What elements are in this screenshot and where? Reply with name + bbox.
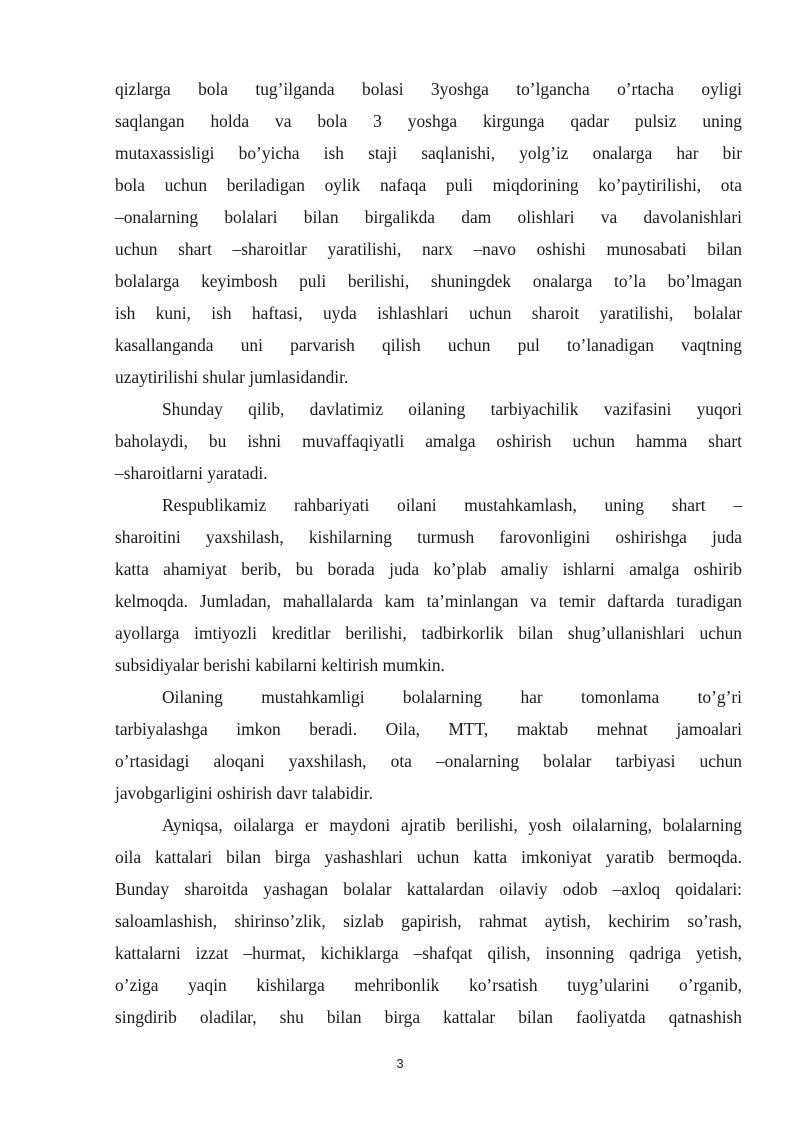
text-line: bolalarga keyimbosh puli berilishi, shuningdek onalarga to’la bo’lmagan [115, 271, 742, 291]
text-line: uzaytirilishi shular jumlasidandir. [115, 367, 349, 387]
text-line: –sharoitlarni yaratadi. [115, 463, 268, 483]
text-line: baholaydi, bu ishni muvaffaqiyatli amalga oshirish uchun hamma shart [115, 431, 742, 451]
text-line: o’rtasidagi aloqani yaxshilash, ota –onalarning bolalar tarbiyasi uchun [115, 751, 742, 771]
text-line: singdirib oladilar, shu bilan birga kattalar bilan faoliyatda qatnashish [115, 1007, 742, 1027]
text-line: Ayniqsa, oilalarga er maydoni ajratib berilishi, yosh oilalarning, bolalarning [162, 815, 742, 835]
text-line: mutaxassisligi bo’yicha ish staji saqlanishi, yolg’iz onalarga har bir [115, 143, 742, 163]
text-line: bola uchun beriladigan oylik nafaqa puli miqdorining ko’paytirilishi, ota [115, 175, 742, 195]
text-line: saloamlashish, shirinso’zlik, sizlab gapirish, rahmat aytish, kechirim so’rash, [115, 911, 742, 931]
text-line: sharoitini yaxshilash, kishilarning turmush farovonligini oshirishga juda [115, 527, 742, 547]
body-text [115, 73, 742, 1033]
text-line: Shunday qilib, davlatimiz oilaning tarbiyachilik vazifasini yuqori [162, 399, 742, 419]
text-line: –onalarning bolalari bilan birgalikda dam olishlari va davolanishlari [115, 207, 742, 227]
text-line: kelmoqda. Jumladan, mahallalarda kam ta’minlangan va temir daftarda turadigan [115, 591, 742, 611]
text-line: qizlarga bola tug’ilganda bolasi 3yoshga to’lgancha o’rtacha oyligi [115, 79, 742, 99]
text-line: uchun shart –sharoitlar yaratilishi, narx –navo oshishi munosabati bilan [115, 239, 742, 259]
text-line: katta ahamiyat berib, bu borada juda ko’plab amaliy ishlarni amalga oshirib [115, 559, 742, 579]
text-line: subsidiyalar berishi kabilarni keltirish mumkin. [115, 655, 445, 675]
text-line: ish kuni, ish haftasi, uyda ishlashlari uchun sharoit yaratilishi, bolalar [115, 303, 742, 323]
text-line: o’ziga yaqin kishilarga mehribonlik ko’rsatish tuyg’ularini o’rganib, [115, 975, 742, 995]
text-line: saqlangan holda va bola 3 yoshga kirgunga qadar pulsiz uning [115, 111, 742, 131]
page-number: 3 [396, 1056, 404, 1071]
text-line: ayollarga imtiyozli kreditlar berilishi, tadbirkorlik bilan shug’ullanishlari uchun [115, 623, 742, 643]
text-line: javobgarligini oshirish davr talabidir. [115, 783, 373, 803]
text-line: tarbiyalashga imkon beradi. Oila, MTT, maktab mehnat jamoalari [115, 719, 742, 739]
text-line: Respublikamiz rahbariyati oilani mustahkamlash, uning shart – [162, 495, 742, 515]
text-line: kattalarni izzat –hurmat, kichiklarga –shafqat qilish, insonning qadriga yetish, [115, 943, 742, 963]
text-line: oila kattalari bilan birga yashashlari uchun katta imkoniyat yaratib bermoqda. [115, 847, 742, 867]
text-line: Bunday sharoitda yashagan bolalar kattalardan oilaviy odob –axloq qoidalari: [115, 879, 742, 899]
text-line: Oilaning mustahkamligi bolalarning har tomonlama to’g’ri [162, 687, 742, 707]
text-line: kasallanganda uni parvarish qilish uchun pul to’lanadigan vaqtning [115, 335, 742, 355]
